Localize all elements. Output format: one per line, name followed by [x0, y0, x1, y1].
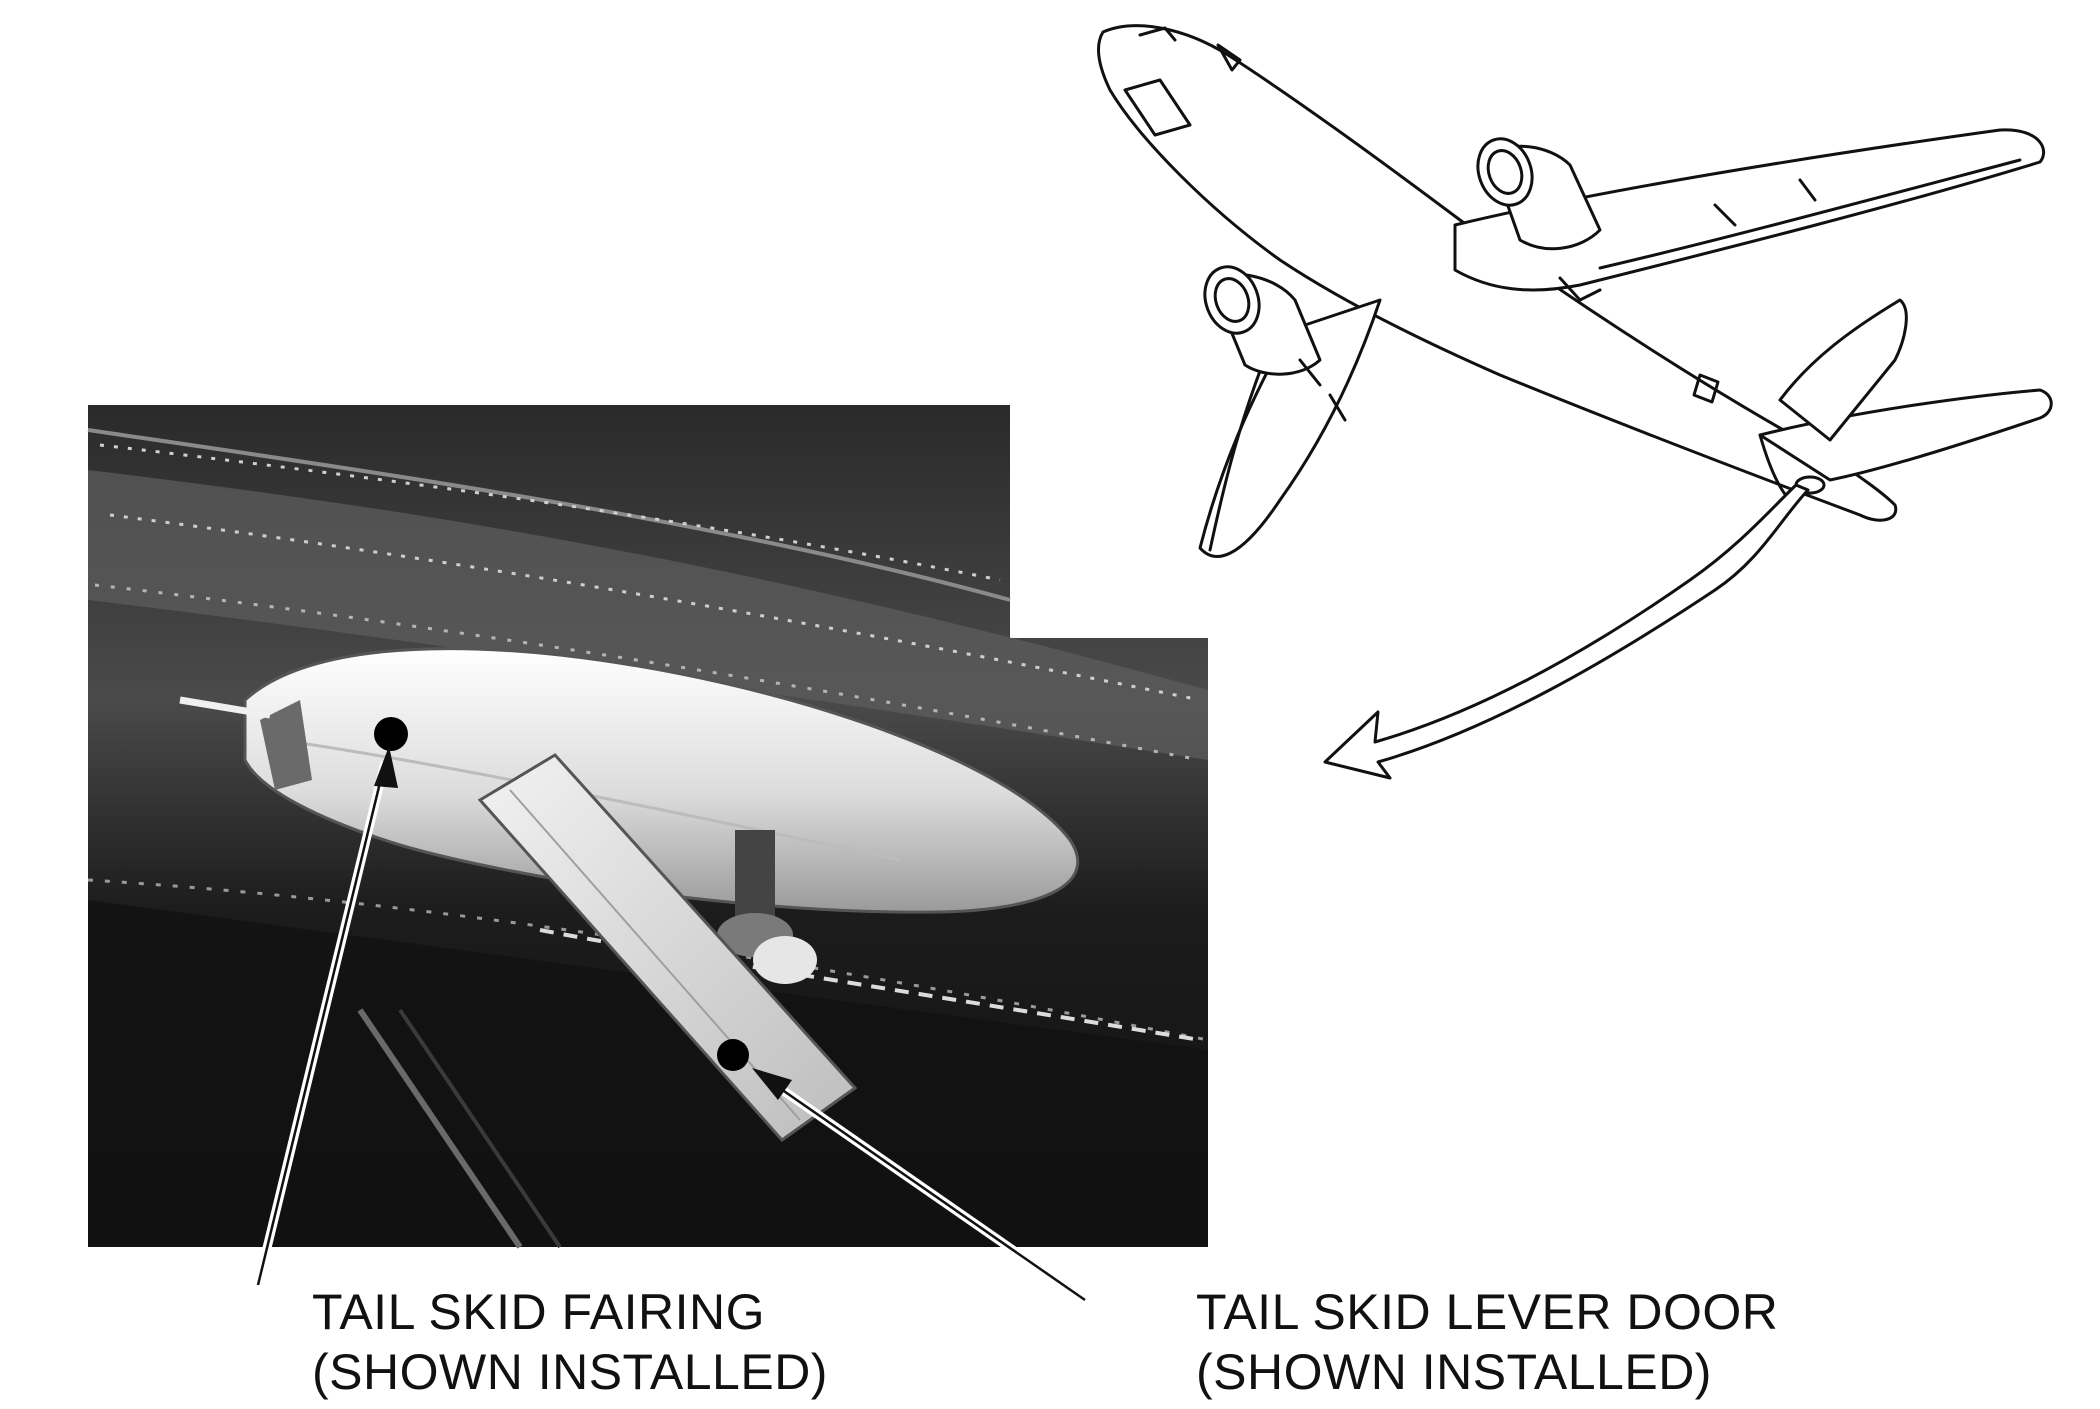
tail-skid-fairing-callout	[312, 1282, 828, 1402]
left-engine	[1196, 259, 1320, 374]
tail-skid-fairing-label: TAIL SKID FAIRING	[312, 1284, 766, 1340]
fairing-hole-marker	[374, 717, 408, 751]
tail-skid-photo	[88, 405, 1208, 1247]
tail-skid-lever-door-label: TAIL SKID LEVER DOOR	[1196, 1284, 1779, 1340]
tail-skid-fairing-status: (SHOWN INSTALLED)	[312, 1344, 828, 1400]
detail-arrow-outline	[1325, 485, 1808, 778]
lever-door-hole-marker	[717, 1039, 749, 1071]
tail-skid-lever-door-callout	[1196, 1282, 1778, 1402]
detail-arrow	[1325, 485, 1808, 778]
tail-skid-lever-door-status: (SHOWN INSTALLED)	[1196, 1344, 1712, 1400]
aircraft-drawing	[1099, 26, 2052, 557]
